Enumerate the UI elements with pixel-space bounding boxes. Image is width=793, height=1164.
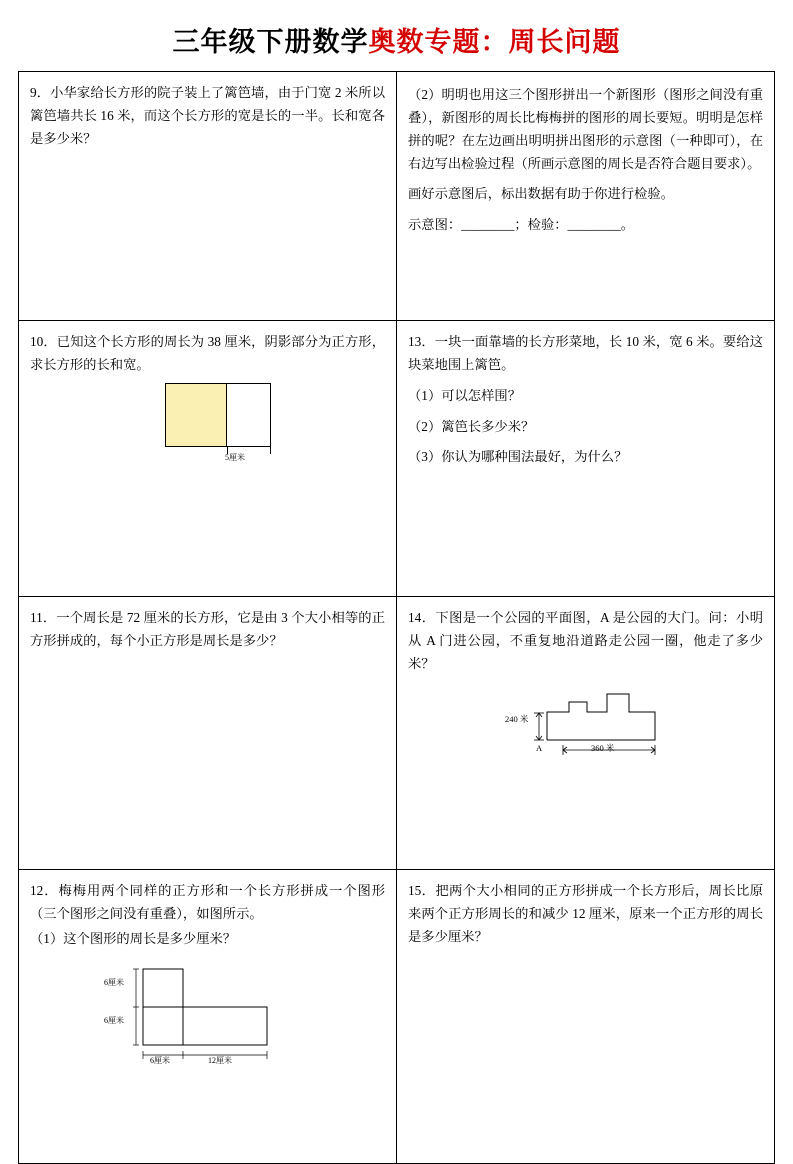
problem-14-label-gate: A	[536, 742, 543, 753]
page-title-black: 三年级下册数学	[172, 27, 369, 57]
problem-14-label-height: 240 米	[505, 713, 529, 724]
cell-problem-14	[397, 597, 775, 870]
page-title	[18, 20, 775, 59]
cell-problem-right-top	[397, 72, 775, 321]
problem-10-figure-label: 5厘米	[225, 452, 245, 462]
problem-right-top-text: （2）明明也用这三个图形拼出一个新图形（图形之间没有重叠），新图形的周长比梅梅拼的图形的周长要短。明明是怎样拼的呢？在左边画出明明拼出图形的示意图（一种即可），在右边写出检验过程（所画示意图的周长是否符合题目要求）。	[408, 87, 763, 171]
problem-13-text: 13．一块一面靠墙的长方形菜地，长 10 米，宽 6 米。要给这块菜地围上篱笆。	[408, 334, 763, 372]
cell-problem-10	[19, 321, 397, 597]
problems-table	[18, 71, 775, 1164]
table-row	[19, 321, 775, 597]
cell-problem-12	[19, 870, 397, 1164]
problem-13-q1: （1）可以怎样围？	[408, 387, 522, 403]
problem-12-text: 12．梅梅用两个同样的正方形和一个长方形拼成一个图形（三个图形之间没有重叠），如图所示。	[30, 883, 385, 921]
page-title-red: 奥数专题：周长问题	[368, 27, 621, 57]
problem-10-figure	[165, 383, 335, 481]
composite-shape-svg	[90, 961, 380, 1076]
dimension-tick-right	[270, 447, 271, 454]
table-row	[19, 597, 775, 870]
problem-14-figure	[503, 684, 743, 776]
table-row	[19, 72, 775, 321]
problem-12-q1: （1）这个图形的周长是多少厘米？	[30, 930, 237, 946]
problem-right-top-note: 画好示意图后，标出数据有助于你进行检验。	[408, 186, 674, 202]
problem-9-text: 9．小华家给长方形的院子装上了篱笆墙，由于门宽 2 米所以篱笆墙共长 16 米，而这个长方形的宽是长的一半。长和宽各是多少米？	[30, 85, 385, 146]
problem-12-label-c: 6厘米	[150, 1055, 170, 1065]
park-plan-svg	[503, 684, 743, 776]
cell-problem-13	[397, 321, 775, 597]
cell-problem-11	[19, 597, 397, 870]
shaded-square	[165, 383, 227, 447]
problem-14-text: 14．下图是一个公园的平面图，A 是公园的大门。问：小明从 A 门进公园，不重复地沿道路走公园一圈，他走了多少米？	[408, 610, 763, 671]
cell-problem-9	[19, 72, 397, 321]
problem-13-q2: （2）篱笆长多少米？	[408, 418, 535, 434]
cell-problem-15	[397, 870, 775, 1164]
problem-12-label-b: 6厘米	[104, 1015, 124, 1025]
table-row	[19, 870, 775, 1164]
problem-13-q3: （3）你认为哪种围法最好，为什么？	[408, 449, 628, 465]
problem-12-label-a: 6厘米	[104, 977, 124, 987]
problem-14-label-width: 360 米	[591, 742, 615, 753]
problem-12-label-d: 12厘米	[208, 1055, 232, 1065]
problem-11-text: 11．一个周长是 72 厘米的长方形，它是由 3 个大小相等的正方形拼成的，每个小正方形是周长是多少？	[30, 610, 385, 648]
problem-15-text: 15．把两个大小相同的正方形拼成一个长方形后，周长比原来两个正方形周长的和减少 12 厘米，原来一个正方形的周长是多少厘米？	[408, 883, 763, 944]
problem-right-top-blanks: 示意图：________；检验：________。	[408, 217, 635, 233]
problem-10-text: 10．已知这个长方形的周长为 38 厘米，阴影部分为正方形，求长方形的长和宽。	[30, 334, 385, 372]
problem-12-figure	[90, 961, 380, 1076]
